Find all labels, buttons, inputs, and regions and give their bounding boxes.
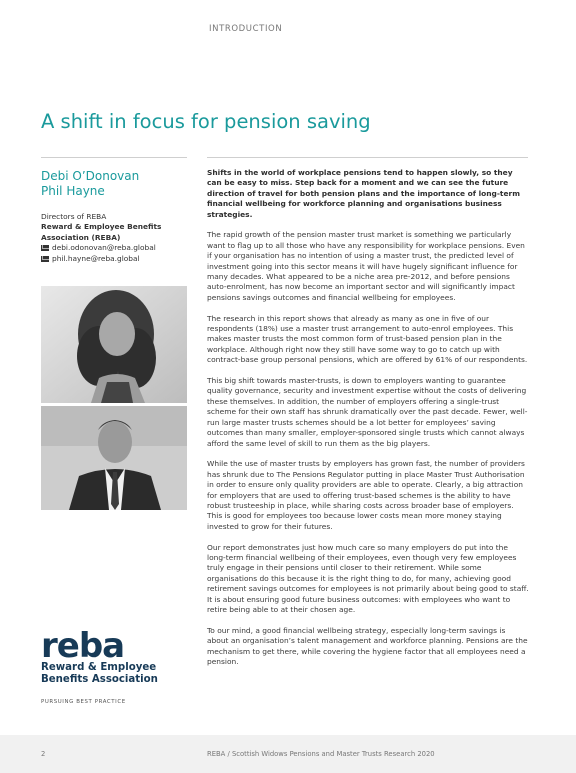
body-paragraph: This big shift towards master-trusts, is down to employers wanting to guarantee quality governance, security and investment expertise without the costs of delivering these themselves. In addition, the number of employers offering a single-trust scheme for their own staff has shrunk dramatically over the past decade. Fewer, well-run large master trusts schemes should be a lot better for employees’ saving outcomes than many smaller, employer-sponsored single trusts which cannot always afford the same level of skill to run them as the big players. bbox=[207, 376, 528, 448]
publication-title: REBA / Scottish Widows Pensions and Master Trusts Research 2020 bbox=[207, 750, 435, 758]
body-paragraph: The research in this report shows that already as many as one in five of our respondents (18%) use a master trust arrangement to auto-enrol employees. This makes master trusts the most common form of trust-based pension plan in the workplace. Although right now they still have some way to go to catch up with contract-base group personal pensions, which are offered by 61% of our respondents. bbox=[207, 313, 528, 365]
author-names bbox=[41, 169, 139, 199]
envelope-icon bbox=[41, 256, 49, 262]
article-body bbox=[207, 168, 529, 678]
left-divider bbox=[41, 157, 187, 158]
body-paragraph: To our mind, a good financial wellbeing strategy, especially long-term savings is about an organisation’s talent management and workforce planning. Pensions are the mechanism to get there, while covering the hygiene factor that all employees need a pension. bbox=[207, 625, 528, 666]
lead-paragraph: Shifts in the world of workplace pensions tend to happen slowly, so they can be easy to miss. Step back for a moment and we can see the future direction of travel for both pension plans and the importance of long-term financial wellbeing for workforce planning and organisations business strategies. bbox=[207, 168, 520, 219]
author-details bbox=[41, 212, 191, 264]
body-paragraph: While the use of master trusts by employers has grown fast, the number of providers has shrunk due to The Pensions Regulator putting in place Master Trust Authorisation in order to ensure only quality providers are able to operate. Clearly, a big attraction for employers that are used to offering trust-based schemes is the ability to have robust trusteeship in place, while sharing costs across broader base of employers. This is good for employees too because lower costs mean more money staying invested to grow for their futures. bbox=[207, 459, 525, 531]
logo-wordmark: reba bbox=[41, 626, 125, 666]
body-paragraph: Our report demonstrates just how much care so many employers do put into the long-term financial wellbeing of their employees, even though very few employees truly engage in their pensions until closer to their retirement. While some organisations do this because it is the right thing to do, for many, achieving good retirement savings outcomes for employees is not primarily about being good to staff. It is about ensuring good future business outcomes: with employees who want to retire being able to at their chosen age. bbox=[207, 542, 529, 614]
author-photo bbox=[41, 406, 187, 510]
logo-tagline: PURSUING BEST PRACTICE bbox=[41, 699, 126, 705]
page-footer bbox=[0, 735, 576, 773]
author-email[interactable]: phil.hayne@reba.global bbox=[52, 253, 140, 263]
author-role: Directors of REBA bbox=[41, 212, 107, 221]
author-email-row bbox=[41, 254, 191, 264]
body-paragraph: The rapid growth of the pension master trust market is something we particularly want to flag up to all those who have any responsibility for workplace pensions. Even if your organisation has no intention of using a master trust, the predicted level of investment going into this sector means it will have hugely significant influence for many decades. What appeared to be a niche area pre-2012, and before pensions auto-enrolment, has now become an important sector and will significantly impact pensions savings outcomes and financial wellbeing for employees. bbox=[207, 230, 525, 302]
logo-line: Reward & Employee bbox=[41, 662, 157, 673]
author-email[interactable]: debi.odonovan@reba.global bbox=[52, 243, 156, 253]
author-photo bbox=[41, 286, 187, 403]
logo-line: Benefits Association bbox=[41, 673, 158, 685]
envelope-icon bbox=[41, 245, 49, 251]
reba-logo bbox=[41, 626, 158, 705]
section-label: INTRODUCTION bbox=[209, 24, 283, 34]
author-org: Reward & Employee Benefits bbox=[41, 222, 162, 232]
page-title: A shift in focus for pension saving bbox=[41, 110, 371, 133]
author-org: Association (REBA) bbox=[41, 232, 121, 242]
author-name: Debi O’Donovan bbox=[41, 169, 140, 183]
right-divider bbox=[207, 157, 528, 158]
author-email-row bbox=[41, 243, 191, 253]
author-name: Phil Hayne bbox=[41, 184, 105, 198]
page-number: 2 bbox=[41, 750, 46, 758]
